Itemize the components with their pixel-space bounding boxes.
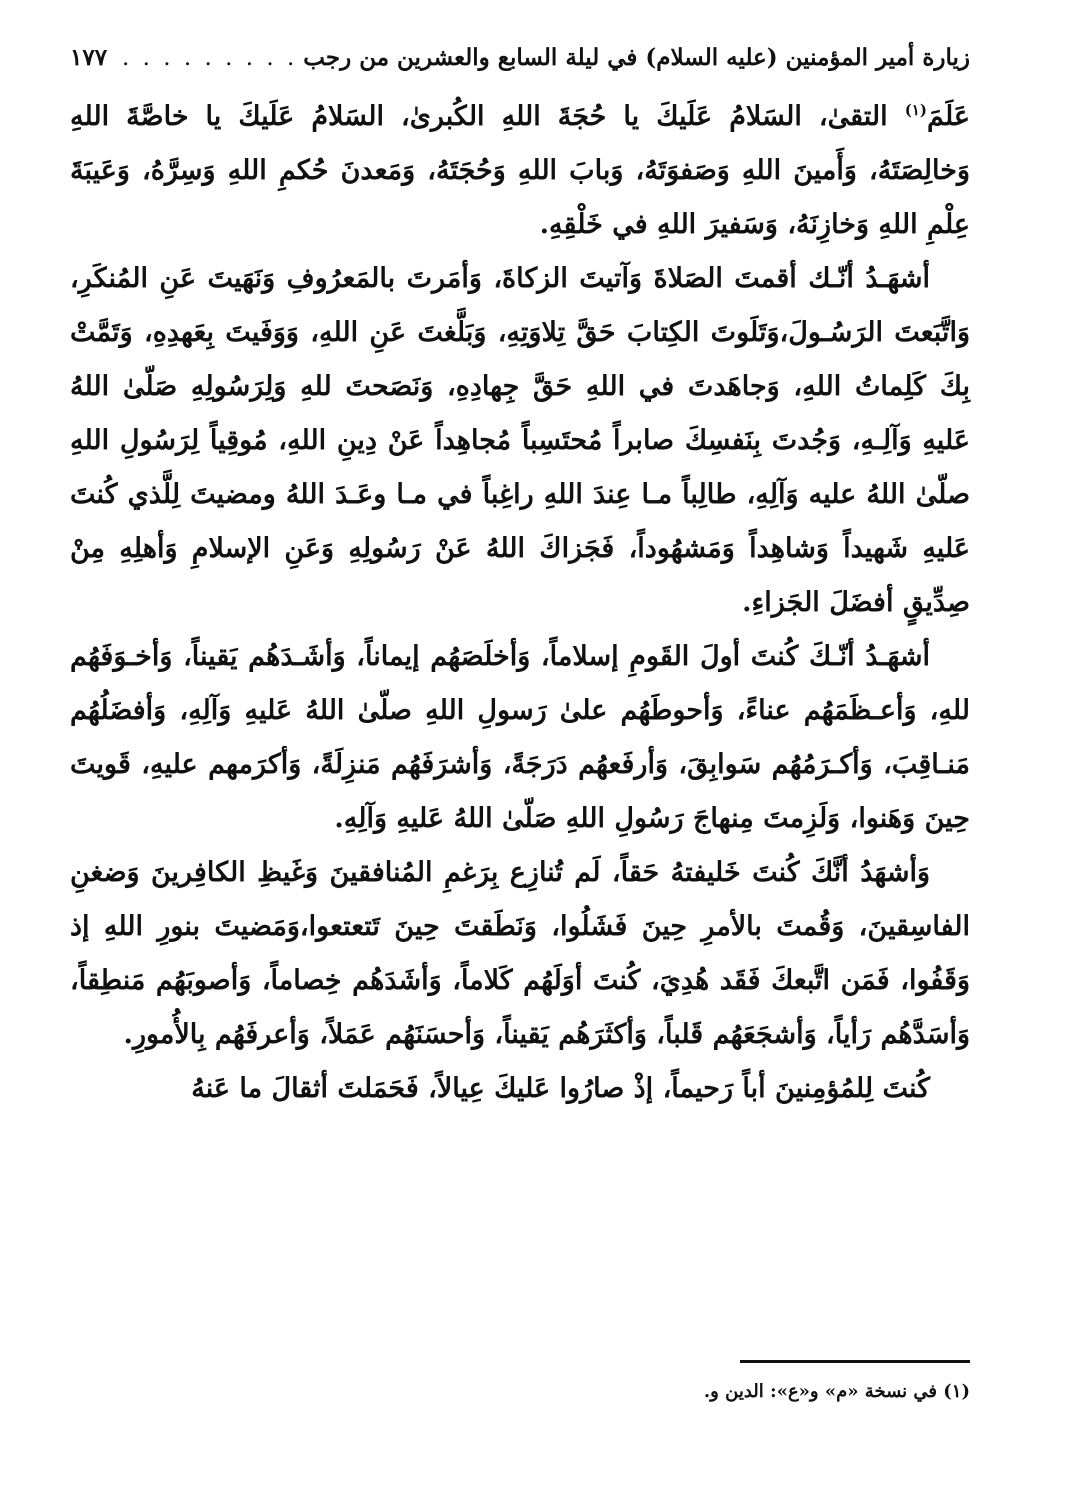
running-head (70, 38, 970, 78)
footnote: (١) في نسخة «م» و«ع»: الدين و. (703, 1381, 970, 1402)
leader-dots (113, 38, 297, 78)
paragraph-5: كُنتَ لِلمُؤمِنينَ أباً رَحيماً، إذْ صارُوا عَليكَ عِيالاً، فَحَمَلتَ أثقالَ ما عَنهُ (191, 1073, 930, 1104)
body-text (70, 90, 970, 1116)
paragraph-3: أشهَـدُ أنّـكَ كُنتَ أولَ القَومِ إسلاماً، وَأخلَصَهُم إيماناً، وَأشَـدَهُم يَقيناً، وَأخـوَفَهُم للهِ، وَأعـظَمَهُم عناءً، وَأحوطَهُم علىٰ رَسولِ اللهِ صلّىٰ اللهُ عَليهِ وَآلِهِ، وَأفضَلُهُم مَنـاقِبَ، وَأكـرَمُهُم سَوابِقَ، وَأرفَعهُم دَرَجَةً، وَأشرَفَهُم مَنزِلَةً، وَأكرَمهم عليهِ، قَويتَ حِينَ وَهَنوا، وَلَزِمتَ مِنهاجَ رَسُولِ اللهِ صَلّىٰ اللهُ عَليهِ وَآلِهِ. (70, 641, 970, 834)
page-number: ١٧٧ (70, 44, 108, 71)
chapter-title: زيارة أمير المؤمنين (عليه السلام) في ليلة السابع والعشرين من رجب (303, 44, 970, 71)
book-page (70, 38, 970, 1402)
paragraph-1-rest: التقىٰ، السَلامُ عَلَيكَ يا حُجَةَ اللهِ الكُبرىٰ، السَلامُ عَلَيكَ يا خاصَّةَ اللهِ وَخالِصَتَهُ، وَأَمينَ اللهِ وَصَفوَتَهُ، وَبابَ اللهِ وَحُجَتَهُ، وَمَعدنَ حُكمِ اللهِ وَسِرَّهُ، وَعَيبَةَ عِلْمِ اللهِ وَخازِنَهُ، وَسَفيرَ اللهِ في خَلْقِهِ. (70, 101, 970, 240)
footnote-reference: (١) (904, 101, 927, 119)
paragraph-1-start: عَلَمَ (926, 101, 970, 132)
paragraph-2: أشهَـدُ أنّـك أقمتَ الصَلاةَ وَآتيتَ الزكاةَ، وَأمَرتَ بالمَعرُوفِ وَنَهَيتَ عَنِ المُنكَرِ، وَاتَّبَعتَ الرَسُـولَ،وَتَلَوتَ الكِتابَ حَقَّ تِلاوَتِهِ، وَبَلَّغتَ عَنِ اللهِ، وَوَفَيتَ بِعَهدِهِ، وَتَمَّتْ بِكَ كَلِماتُ اللهِ، وَجاهَدتَ في اللهِ حَقَّ جِهادِهِ، وَنَصَحتَ للهِ وَلِرَسُولِهِ صَلّىٰ اللهُ عَليهِ وَآلِـهِ، وَجُدتَ بِنَفسِكَ صابراً مُحتَسِباً مُجاهِداً عَنْ دِينِ اللهِ، مُوقِياً لِرَسُولِ اللهِ صلّىٰ اللهُ عليه وَآلِهِ، طالِباً مـا عِندَ اللهِ راغِباً في مـا وعَـدَ اللهُ ومضيتَ لِلَّذي كُنتَ عَليهِ شَهيداً وَشاهِداً وَمَشهُوداً، فَجَزاكَ اللهُ عَنْ رَسُولِهِ وَعَنِ الإسلامِ وَأهلِهِ مِنْ صِدِّيقٍ أفضَلَ الجَزاءِ. (70, 263, 970, 618)
paragraph-1 (70, 90, 970, 252)
paragraph-4: وَأشهَدُ أنَّكَ كُنتَ خَليفتهُ حَقاً، لَم تُنازِع بِرَغمِ المُنافقينَ وَغَيظِ الكافِرينَ وَضغنِ الفاسِقينَ، وَقُمتَ بالأمرِ حِينَ فَشَلُوا، وَنَطَقتَ حِينَ تَتعتعوا،وَمَضيتَ بنورِ اللهِ إذ وَقَفُوا، فَمَن اتَّبعكَ فَقَد هُدِيَ، كُنتَ أوَلَهُم كَلاماً، وَأشَدَهُم خِصاماً، وَأصوبَهُم مَنطِقاً، وَأسَدَّهُم رَأياً، وَأشجَعَهُم قَلباً، وَأكثَرَهُم يَقيناً، وَأحسَنَهُم عَمَلاً، وَأعرفَهُم بِالأُمورِ. (70, 857, 970, 1050)
footnote-divider (740, 1360, 970, 1363)
